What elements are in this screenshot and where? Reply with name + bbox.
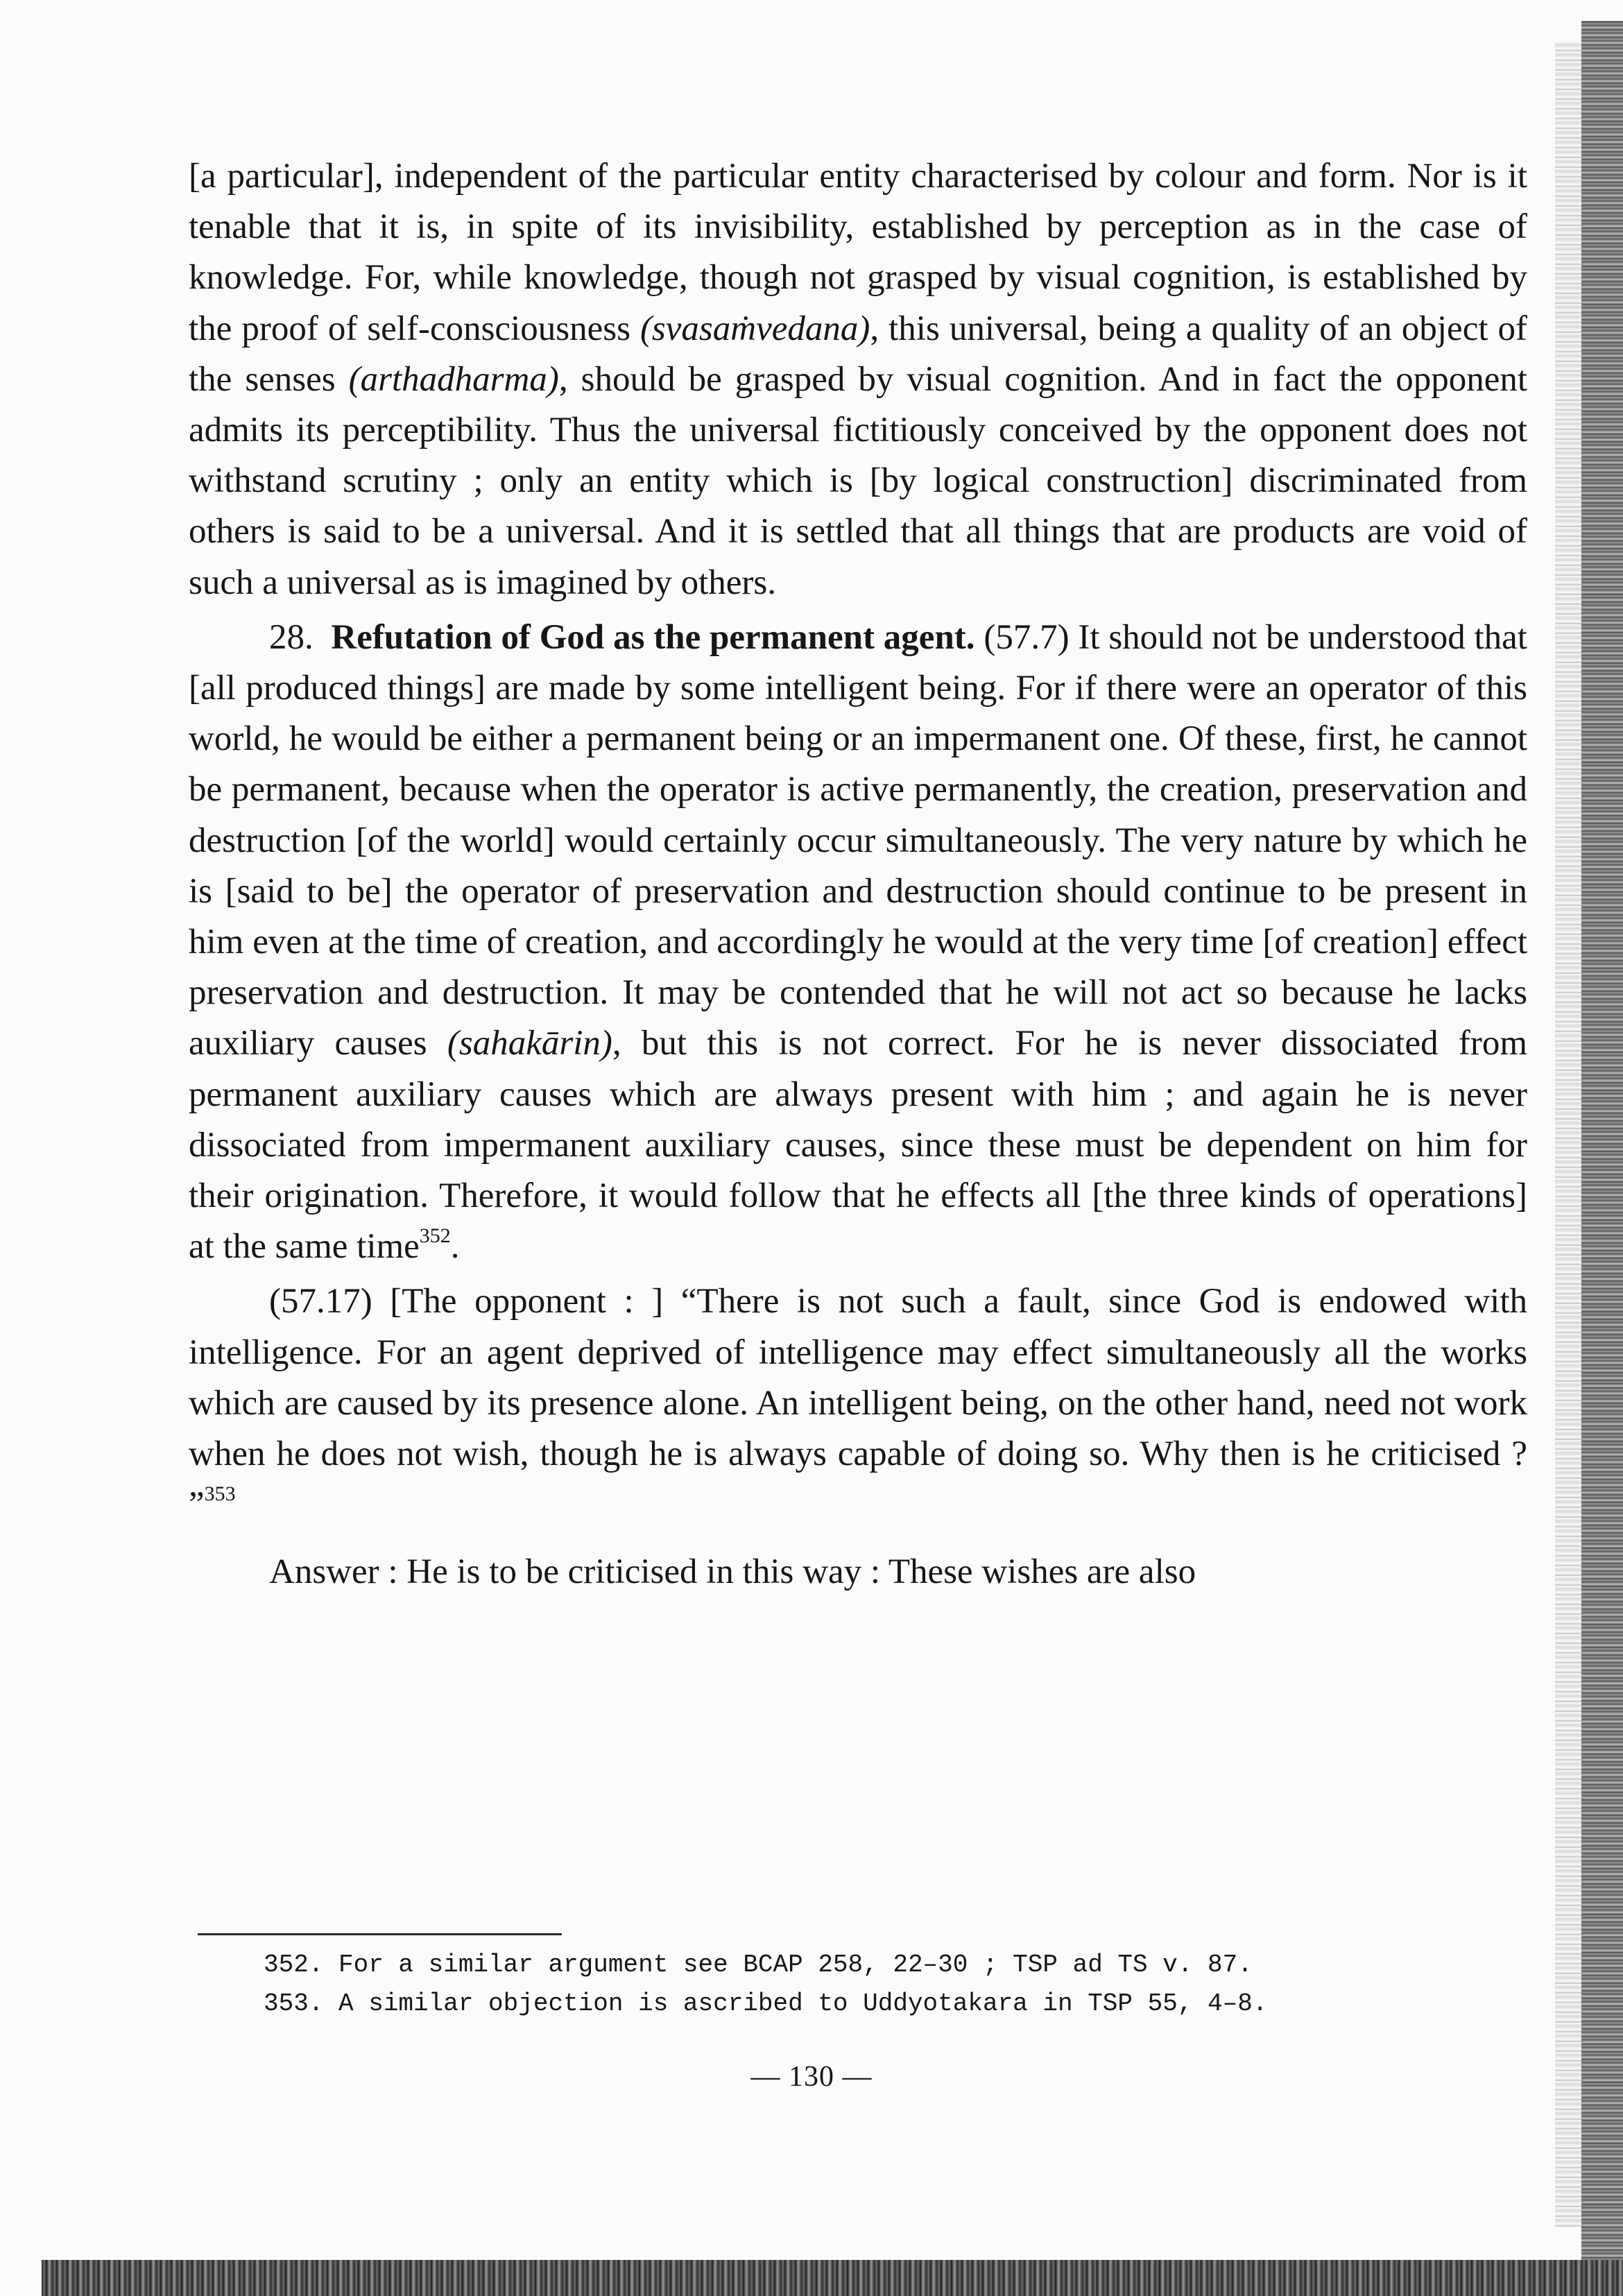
paragraph-text: , but this is not correct. For he is never dissociated from permanent auxiliary causes which are always present with him ; and again he is never dissociated from impermanent auxiliary causes, since these must be dependent on him for their origination. Therefore, it would follow that he effects all [the three kinds of operations] at the same time	[189, 1024, 1527, 1267]
paragraph-text: (57.17) [The opponent : ] “There is not such a fault, since God is endowed with intelligence. For an agent deprived of intelligence may effect simultaneously all the works which are caused by its presence alone. An intelligent being, on the other hand, need not work when he does not wish, though he is always capable of doing so. Why then is he criticised ? ”	[189, 1282, 1527, 1525]
paragraph-answer	[189, 1547, 1527, 1597]
footnote-divider	[198, 1933, 562, 1935]
paragraph-text: , should be grasped by visual cognition. And in fact the opponent admits its perceptibility. Thus the universal fictitiously conceived by the opponent does not withstand scrutiny ; only an entity which is [by logical construction] discriminated from others is said to be a universal. And it is settled that all things that are products are void of such a universal as is imagined by others.	[189, 359, 1528, 602]
section-number: 28.	[269, 617, 314, 657]
scan-bottom-edge	[42, 2260, 1623, 2296]
paragraph-opponent	[189, 1276, 1527, 1530]
paragraph-refutation-of-god	[189, 612, 1527, 1273]
paragraph-text: Answer : He is to be criticised in this way : These wishes are also	[269, 1552, 1196, 1592]
paragraph-text: , this universal, being a quality of an object of the senses	[189, 309, 1528, 399]
book-spine-shadow	[1581, 21, 1623, 2261]
body-text	[189, 151, 1527, 1598]
footnote-ref-352: 352	[419, 1224, 451, 1248]
paragraph-text: [a particular], independent of the particular entity characterised by colour and form. Nor is it tenable that it is, in spite of its invisibility, established by perception as in the case of knowledge. For, while knowledge, though not grasped by visual cognition, is established by the proof of self-consciousness	[189, 157, 1527, 348]
footnote-ref-353: 353	[204, 1482, 236, 1506]
section-heading: Refutation of God as the permanent agent.	[331, 617, 975, 657]
paragraph-text: .	[450, 1227, 460, 1267]
footnote-353: 353. A similar objection is ascribed to Uddyotakara in TSP 55, 4–8.	[264, 1989, 1268, 2018]
footnotes	[264, 1946, 1512, 2023]
paragraph-text: (57.7) It should not be understood that [all produced things] are made by some intelligent being. For if there were an operator of this world, he would be either a permanent being or an impermanent one. Of these, first, he cannot be permanent, because when the operator is active permanently, the creation, preservation and destruction [of the world] would certainly occur simultaneously. The very nature by which he is [said to be] the operator of preservation and destruction should continue to be present in him even at the time of creation, and accordingly he would at the very time [of creation] effect preservation and destruction. It may be contended that he will not act so because he lacks auxiliary causes	[189, 617, 1527, 1063]
footnote-352: 352. For a similar argument see BCAP 258, 22–30 ; TSP ad TS v. 87.	[264, 1951, 1253, 1979]
paragraph-universal	[189, 151, 1527, 608]
term-svasamvedana: (svasaṁvedana)	[639, 309, 870, 348]
book-spine-speckle	[1555, 42, 1583, 2227]
page-number: — 130 —	[750, 2061, 873, 2093]
term-arthadharma: (arthadharma)	[348, 359, 559, 399]
term-sahakarin: (sahakārin)	[447, 1024, 612, 1063]
